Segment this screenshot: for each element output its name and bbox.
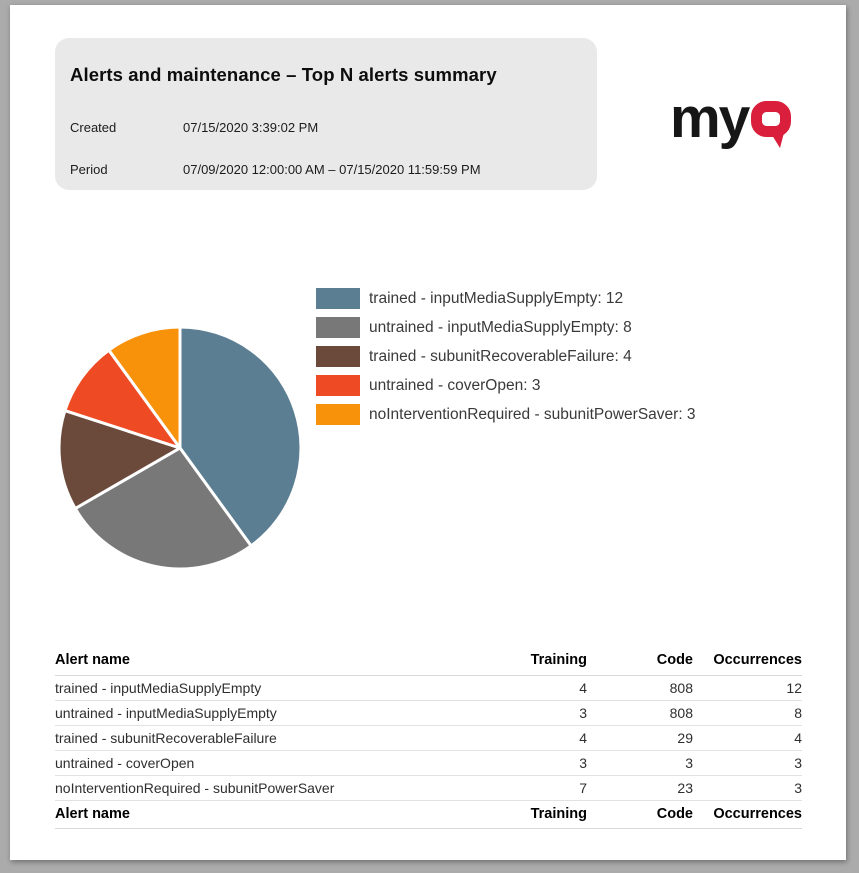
cell-name: trained - subunitRecoverableFailure (55, 726, 485, 751)
report-header-card (55, 38, 597, 190)
legend-item (316, 346, 696, 367)
table-header-row (55, 801, 802, 829)
column-header-training: Training (485, 801, 587, 829)
column-header-training: Training (485, 649, 587, 676)
table-row (55, 776, 802, 801)
legend-label: trained - subunitRecoverableFailure: 4 (369, 347, 632, 365)
legend-swatch (316, 375, 360, 396)
cell-code: 29 (587, 726, 693, 751)
cell-code: 808 (587, 701, 693, 726)
legend-label: untrained - coverOpen: 3 (369, 376, 541, 394)
cell-occurrences: 3 (693, 751, 802, 776)
legend-label: untrained - inputMediaSupplyEmpty: 8 (369, 318, 632, 336)
logo-q-icon (751, 101, 791, 151)
table-body (55, 676, 802, 801)
created-row (70, 120, 318, 135)
myq-logo (670, 87, 791, 151)
column-header-name: Alert name (55, 801, 485, 829)
cell-name: untrained - coverOpen (55, 751, 485, 776)
cell-occurrences: 4 (693, 726, 802, 751)
legend-swatch (316, 288, 360, 309)
cell-training: 4 (485, 726, 587, 751)
table-row (55, 676, 802, 701)
table-header-row (55, 649, 802, 676)
legend-item (316, 317, 696, 338)
created-value: 07/15/2020 3:39:02 PM (183, 120, 319, 135)
column-header-name: Alert name (55, 649, 485, 676)
legend-label: trained - inputMediaSupplyEmpty: 12 (369, 289, 624, 307)
cell-name: noInterventionRequired - subunitPowerSaver (55, 776, 485, 801)
column-header-occurrences: Occurrences (693, 801, 802, 829)
alerts-pie-chart (55, 323, 305, 573)
period-value: 07/09/2020 12:00:00 AM – 07/15/2020 11:59:59 PM (183, 162, 481, 177)
alerts-table (55, 649, 802, 829)
table-header (55, 649, 802, 676)
logo-text: my (670, 86, 749, 150)
column-header-occurrences: Occurrences (693, 649, 802, 676)
cell-code: 23 (587, 776, 693, 801)
cell-occurrences: 12 (693, 676, 802, 701)
legend-swatch (316, 317, 360, 338)
legend-item (316, 288, 696, 309)
created-label: Created (70, 120, 117, 135)
cell-occurrences: 8 (693, 701, 802, 726)
report-page (10, 5, 846, 860)
cell-training: 4 (485, 676, 587, 701)
cell-training: 3 (485, 701, 587, 726)
legend-item (316, 375, 696, 396)
cell-training: 3 (485, 751, 587, 776)
column-header-code: Code (587, 801, 693, 829)
table-row (55, 701, 802, 726)
cell-name: untrained - inputMediaSupplyEmpty (55, 701, 485, 726)
cell-training: 7 (485, 776, 587, 801)
period-row (70, 162, 481, 177)
cell-occurrences: 3 (693, 776, 802, 801)
table-row (55, 726, 802, 751)
chart-legend (316, 288, 696, 433)
column-header-code: Code (587, 649, 693, 676)
period-label: Period (70, 162, 108, 177)
cell-code: 808 (587, 676, 693, 701)
table-footer (55, 801, 802, 829)
legend-swatch (316, 346, 360, 367)
report-title: Alerts and maintenance – Top N alerts summary (70, 64, 497, 85)
cell-name: trained - inputMediaSupplyEmpty (55, 676, 485, 701)
legend-item (316, 404, 696, 425)
legend-swatch (316, 404, 360, 425)
table-row (55, 751, 802, 776)
cell-code: 3 (587, 751, 693, 776)
legend-label: noInterventionRequired - subunitPowerSaver: 3 (369, 405, 696, 423)
